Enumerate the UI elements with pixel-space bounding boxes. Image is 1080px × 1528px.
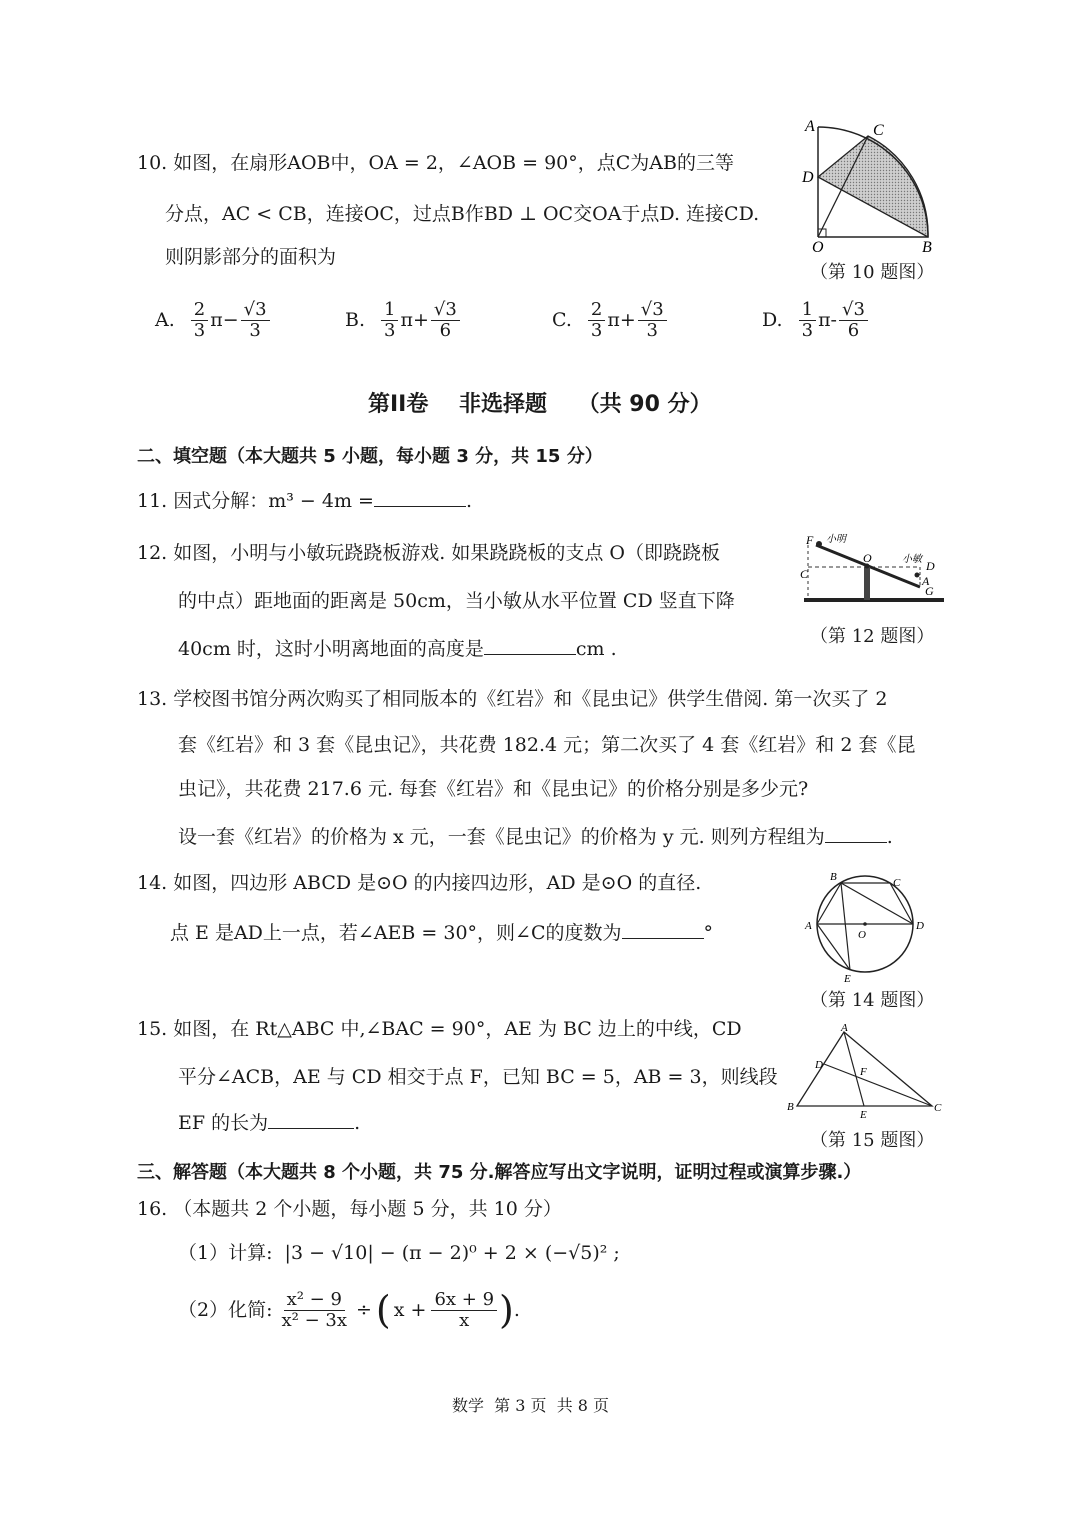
q13-answer-blank[interactable] — [825, 842, 887, 843]
q14-caption: （第 14 题图） — [810, 990, 935, 1011]
q10-line2: 分点，AC < CB，连接OC，过点B作BD ⊥ OC交OA于点D. 连接CD. — [165, 203, 760, 225]
q12-figure — [798, 530, 948, 610]
q10-option-c: C. $\frac{2}{3}$ π+ $\frac{√3}{3}$ — [552, 300, 669, 341]
q10-line1: 10. 如图，在扇形AOB中，OA = 2，∠AOB = 90°，点C为AB的三等 — [137, 152, 734, 174]
q14-line2: 点 E 是AD上一点，若∠AEB = 30°，则∠C的度数为 ° — [170, 922, 714, 944]
q14-answer-blank[interactable] — [622, 938, 704, 939]
q10-option-d: D. $\frac{1}{3}$ π- $\frac{√3}{6}$ — [762, 300, 870, 341]
q15-caption: （第 15 题图） — [810, 1130, 935, 1151]
q12-label-c: C — [800, 567, 809, 581]
q12-label-a: A — [922, 574, 930, 588]
option-letter: C. — [552, 309, 572, 332]
q11: 11. 因式分解：m³ − 4m = . — [137, 490, 472, 512]
q14-figure — [800, 868, 930, 986]
option-letter: B. — [345, 309, 366, 332]
q10-caption: （第 10 题图） — [810, 262, 935, 283]
q13-line3: 虫记》，共花费 217.6 元. 每套《红岩》和《昆虫记》的价格分别是多少元? — [178, 778, 809, 800]
q10-label-d: D — [802, 169, 814, 186]
q15-label-c: C — [934, 1102, 942, 1114]
q13-line2: 套《红岩》和 3 套《昆虫记》，共花费 182.4 元；第二次买了 4 套《红岩》和 2 套《昆 — [178, 734, 916, 756]
q10-label-c: C — [873, 122, 884, 139]
q12-label-xiaoming: 小明 — [826, 534, 846, 545]
q12-label-d: D — [926, 559, 935, 573]
q12-label-f: F — [806, 533, 814, 547]
q12-line1: 12. 如图，小明与小敏玩跷跷板游戏. 如果跷跷板的支点 O（即跷跷板 — [137, 542, 720, 564]
q14-label-a: A — [805, 920, 812, 932]
q11-answer-blank[interactable] — [374, 506, 466, 507]
q10-label-o: O — [812, 239, 824, 255]
q11-text: 11. 因式分解：m³ − 4m = — [137, 490, 374, 512]
q10-label-b: B — [922, 239, 932, 255]
q15-line1: 15. 如图，在 Rt△ABC 中,∠BAC = 90°，AE 为 BC 边上的中线，CD — [137, 1018, 742, 1040]
q15-label-e: E — [860, 1109, 867, 1121]
q16-sub1: （1）计算: |3 − √10| − (π − 2)⁰ + 2 × (−√5)² ; — [178, 1242, 620, 1264]
q14-label-c: C — [893, 877, 901, 889]
q12-line2: 的中点）距地面的距离是 50cm，当小敏从水平位置 CD 竖直下降 — [178, 590, 735, 612]
q15-label-f: F — [860, 1066, 867, 1078]
page-footer: 数学 第 3 页 共 8 页 — [452, 1396, 610, 1415]
q10-line3: 则阴影部分的面积为 — [165, 246, 337, 268]
q10-option-a: A. $\frac{2}{3}$ π− $\frac{√3}{3}$ — [155, 300, 272, 341]
q10-label-a: A — [805, 118, 815, 135]
q15-figure — [782, 1022, 947, 1122]
q12-line3: 40cm 时，这时小明离地面的高度是 cm . — [178, 638, 617, 660]
q14-line1: 14. 如图，四边形 ABCD 是⊙O 的内接四边形，AD 是⊙O 的直径. — [137, 872, 702, 894]
q14-label-b: B — [830, 871, 837, 883]
q12-label-g: G — [925, 584, 934, 598]
q14-label-d: D — [916, 920, 924, 932]
q14-label-e: E — [844, 973, 851, 985]
q12-caption: （第 12 题图） — [810, 626, 935, 647]
q16-intro: 16. （本题共 2 个小题，每小题 5 分，共 10 分） — [137, 1198, 562, 1220]
q16-sub2: （2）化简: $\frac{\text{x² − 9}}{\text{x² − 3x}}$ ÷ ( x + $\frac{6x + 9}{x}$ ) . — [178, 1288, 520, 1333]
q10-figure — [795, 115, 945, 255]
q15-answer-blank[interactable] — [268, 1128, 354, 1129]
option-letter: A. — [155, 309, 175, 332]
q12-label-xiaomin: 小敏 — [902, 554, 922, 565]
q15-label-a: A — [841, 1022, 848, 1034]
section3-heading: 三、解答题（本大题共 8 个小题，共 75 分.解答应写出文字说明，证明过程或演算步骤.） — [137, 1162, 862, 1183]
q15-line3: EF 的长为 . — [178, 1112, 361, 1134]
q13-line4: 设一套《红岩》的价格为 x 元，一套《昆虫记》的价格为 y 元. 则列方程组为 . — [178, 826, 893, 848]
q12-label-o: O — [863, 551, 872, 565]
q14-label-o: O — [858, 929, 866, 941]
section2-heading: 二、填空题（本大题共 5 小题，每小题 3 分，共 15 分） — [137, 446, 603, 467]
q15-line2: 平分∠ACB，AE 与 CD 相交于点 F，已知 BC = 5，AB = 3，则线段 — [178, 1066, 778, 1088]
q12-answer-blank[interactable] — [484, 654, 576, 655]
q15-label-d: D — [815, 1059, 823, 1071]
part2-title: 第II卷 非选择题 （共 90 分） — [368, 392, 712, 417]
q15-label-b: B — [787, 1101, 794, 1113]
q13-line1: 13. 学校图书馆分两次购买了相同版本的《红岩》和《昆虫记》供学生借阅. 第一次买了 2 — [137, 688, 888, 710]
q10-option-b: B. $\frac{1}{3}$ π+ $\frac{√3}{6}$ — [345, 300, 462, 341]
option-letter: D. — [762, 309, 783, 332]
